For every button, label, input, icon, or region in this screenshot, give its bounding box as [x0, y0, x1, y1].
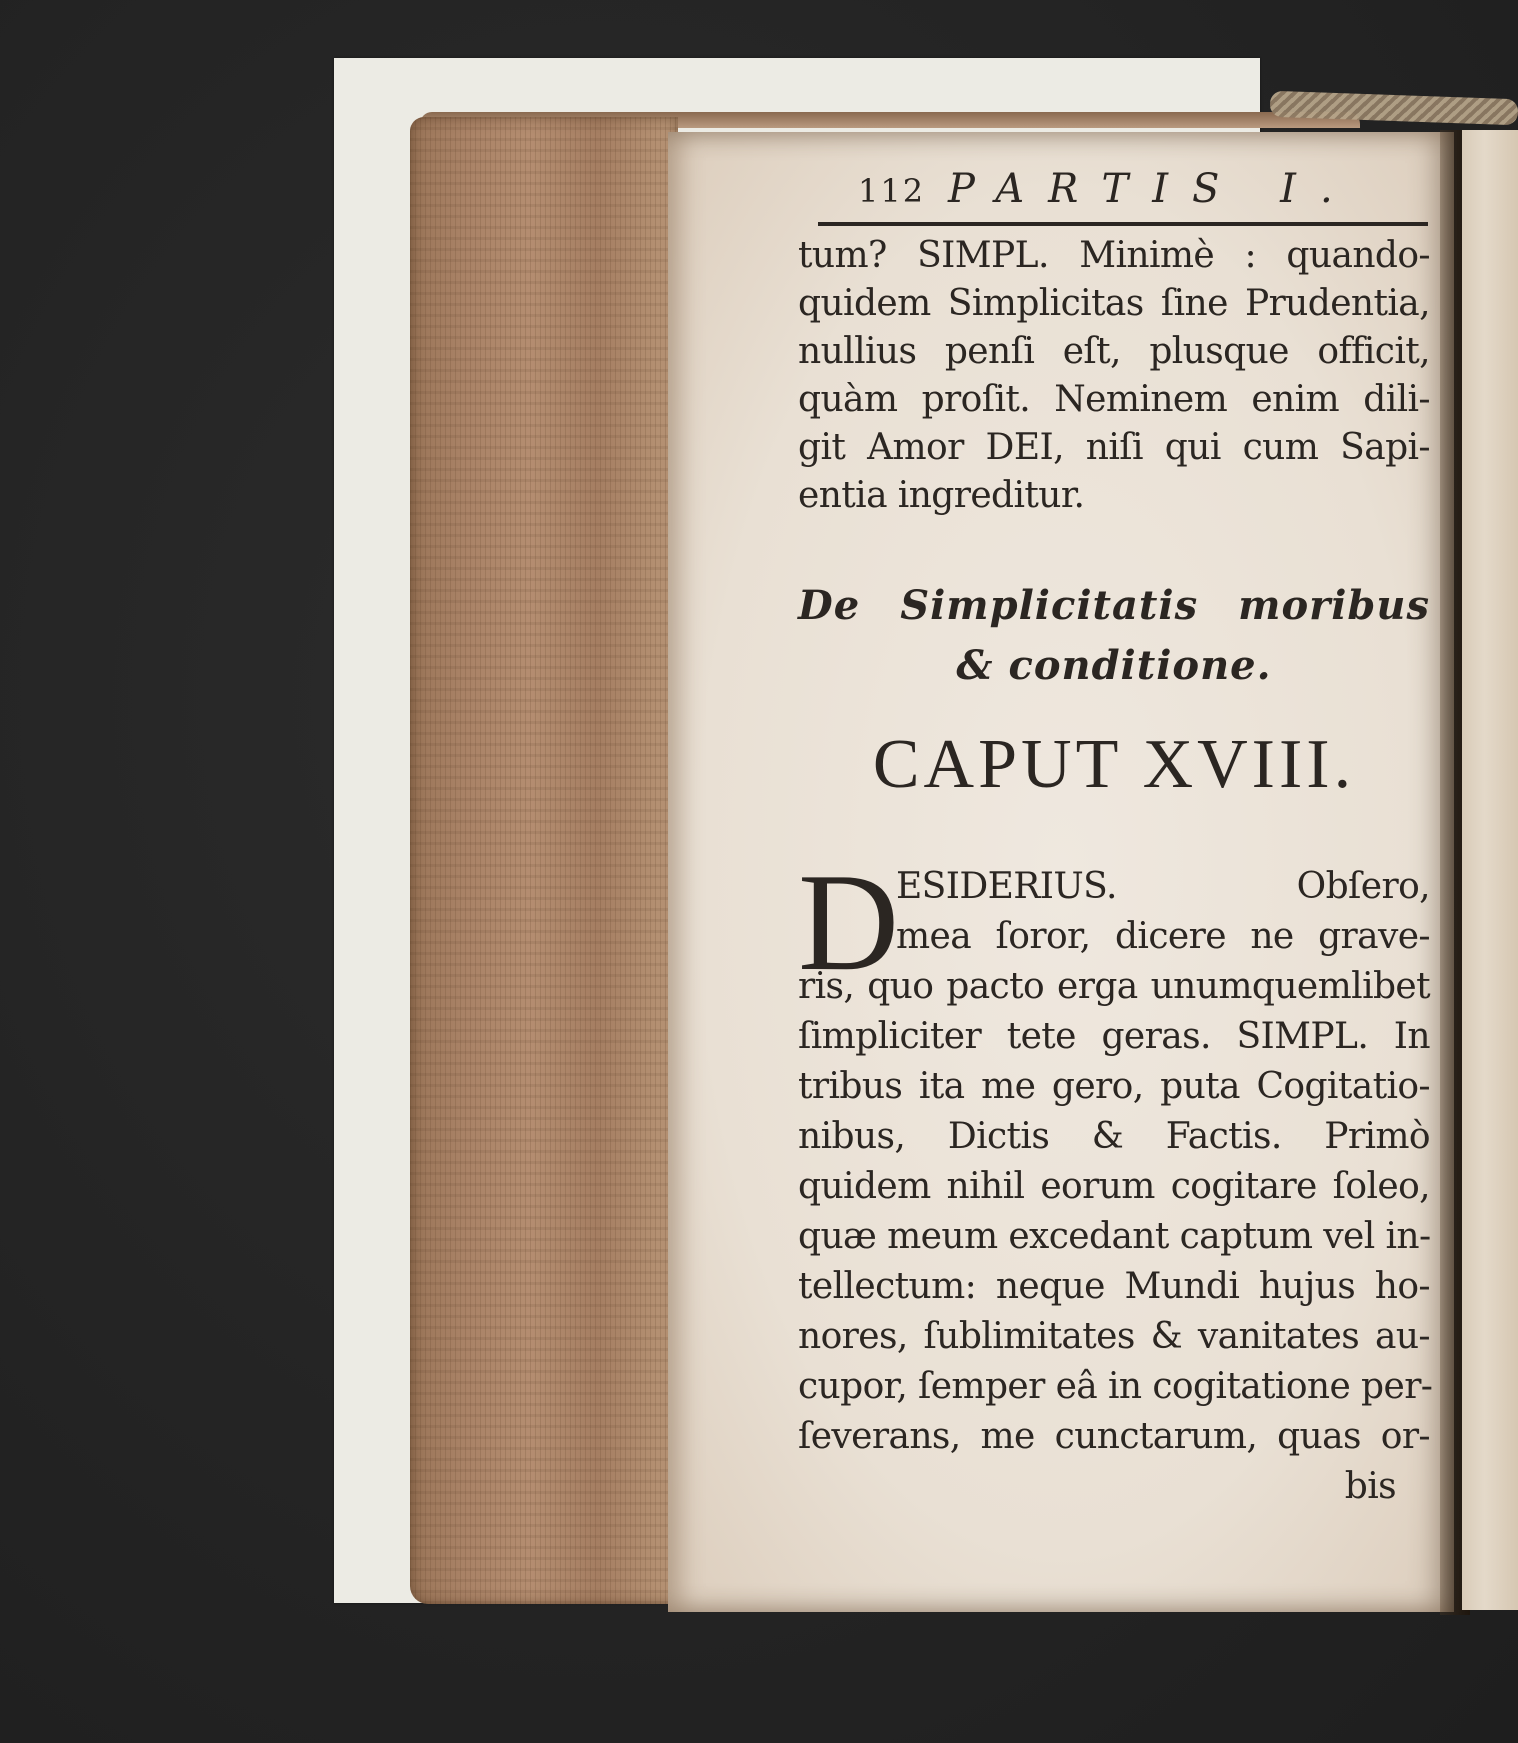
text-line: mea ſoror, dicere ne grave-	[896, 916, 1430, 957]
text-line: tum? SIMPL. Minimè : quando-	[798, 235, 1430, 276]
text-line: tellectum: neque Mundi hujus ho-	[798, 1266, 1430, 1307]
text-line: tribus ita me gero, puta Cogitatio-	[798, 1066, 1430, 1107]
text-line: nores, ſublimitates & vanitates au-	[798, 1316, 1430, 1357]
running-head-title: PARTIS I.	[948, 166, 1357, 212]
text-line: quæ meum excedant captum vel in-	[798, 1216, 1431, 1257]
drop-cap: D	[798, 845, 900, 1000]
text-line: git Amor DEI, niſi qui cum Sapi-	[798, 427, 1430, 468]
chapter-subtitle	[798, 576, 1430, 696]
text-line: ſimpliciter tete geras. SIMPL. In	[798, 1016, 1430, 1057]
head-rule	[818, 222, 1428, 226]
text-line: nullius penſi eſt, plusque officit,	[798, 331, 1430, 372]
running-head	[798, 160, 1430, 220]
text-line: ſeverans, me cunctarum, quas or-	[798, 1416, 1430, 1457]
text-line: ESIDERIUS. Obſero,	[896, 866, 1430, 907]
chapter-subtitle-line: De Simplicitatis moribus	[798, 582, 1430, 629]
text-line: cupor, ſemper eâ in cogitatione per-	[798, 1366, 1433, 1407]
catchword: bis	[1344, 1466, 1396, 1507]
body-paragraph	[798, 845, 1433, 1512]
chapter-subtitle-line: & conditione.	[956, 642, 1272, 689]
facing-page-edge	[1462, 130, 1518, 1610]
book-fore-edge	[410, 117, 678, 1604]
page-text	[798, 160, 1433, 1512]
top-paragraph	[798, 232, 1430, 520]
page-number: 112	[858, 172, 926, 210]
text-line: quidem nihil eorum cogitare ſoleo,	[798, 1166, 1430, 1207]
text-line: nibus, Dictis & Factis. Primò	[798, 1116, 1430, 1157]
text-line: quàm proſit. Neminem enim dili-	[798, 379, 1430, 420]
text-line: ris, quo pacto erga unumquemlibet	[798, 966, 1430, 1007]
text-line: quidem Simplicitas ſine Prudentia,	[798, 283, 1430, 324]
text-line: entia ingreditur.	[798, 475, 1085, 516]
chapter-title: CAPUT XVIII.	[872, 726, 1356, 803]
